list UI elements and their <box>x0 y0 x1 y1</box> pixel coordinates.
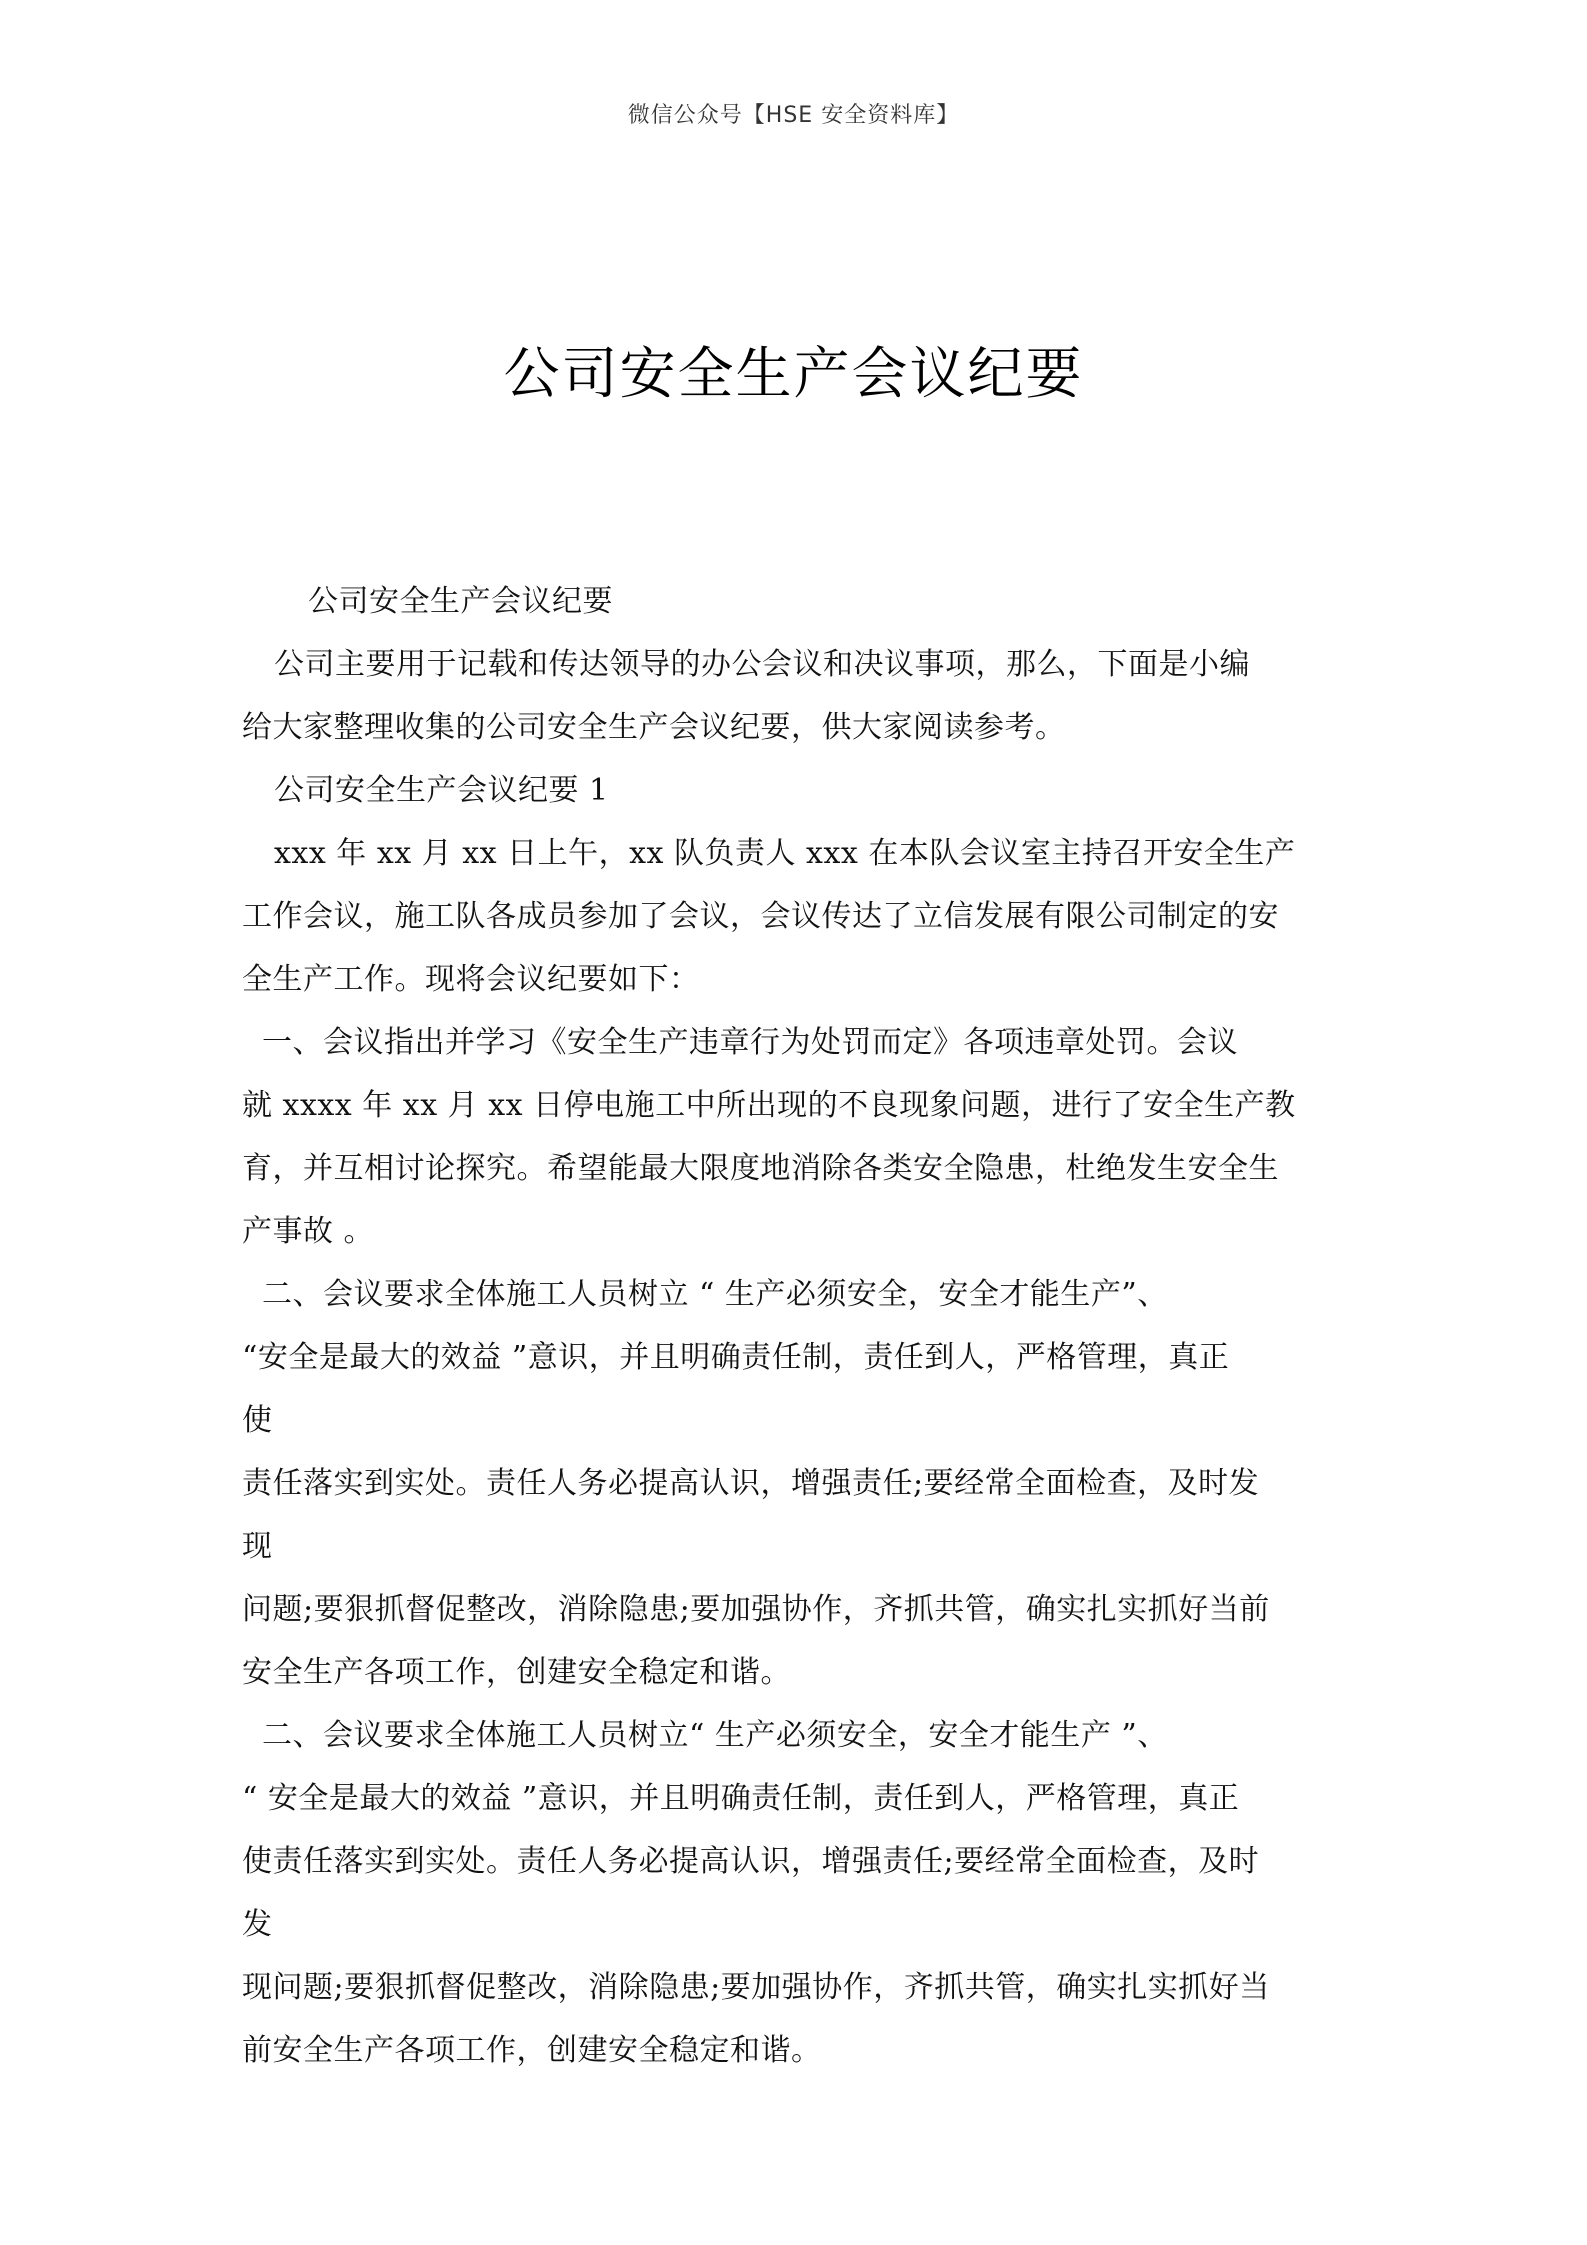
body-line: 二、会议要求全体施工人员树立 “ 生产必须安全，安全才能生产”、 <box>262 1277 1168 1312</box>
document-title: 公司安全生产会议纪要 <box>503 342 1084 407</box>
document-body <box>242 570 1352 2082</box>
header-note: 微信公众号【HSE 安全资料库】 <box>627 103 960 128</box>
body-line: 二、会议要求全体施工人员树立“ 生产必须安全，安全才能生产 ”、 <box>262 1718 1168 1753</box>
body-line: 就 xxxx 年 xx 月 xx 日停电施工中所出现的不良现象问题，进行了安全生产教 <box>242 1088 1296 1123</box>
body-line: 公司安全生产会议纪要 <box>308 584 613 619</box>
body-line: 安全生产各项工作，创建安全稳定和谐。 <box>242 1655 791 1690</box>
body-line: 现 <box>242 1529 273 1564</box>
body-line: xxx 年 xx 月 xx 日上午，xx 队负责人 xxx 在本队会议室主持召开安全生产 <box>274 836 1296 871</box>
body-line: 问题;要狠抓督促整改，消除隐患;要加强协作，齐抓共管，确实扎实抓好当前 <box>242 1592 1270 1627</box>
body-line: 使 <box>242 1403 273 1438</box>
body-line: 前安全生产各项工作，创建安全稳定和谐。 <box>242 2033 822 2068</box>
body-line: 工作会议，施工队各成员参加了会议，会议传达了立信发展有限公司制定的安 <box>242 899 1279 934</box>
body-line: 全生产工作。现将会议纪要如下： <box>242 962 700 997</box>
body-line: “安全是最大的效益 ”意识，并且明确责任制，责任到人，严格管理，真正 <box>242 1340 1230 1375</box>
body-line: 使责任落实到实处。责任人务必提高认识，增强责任;要经常全面检查，及时 <box>242 1844 1260 1879</box>
body-line: 给大家整理收集的公司安全生产会议纪要，供大家阅读参考。 <box>242 710 1066 745</box>
body-line: 发 <box>242 1907 273 1942</box>
body-line: 一、会议指出并学习《安全生产违章行为处罚而定》各项违章处罚。会议 <box>262 1025 1238 1060</box>
body-line: 公司安全生产会议纪要 1 <box>274 773 609 808</box>
body-line: 公司主要用于记载和传达领导的办公会议和决议事项，那么，下面是小编 <box>274 647 1250 682</box>
body-line: 现问题;要狠抓督促整改，消除隐患;要加强协作，齐抓共管，确实扎实抓好当 <box>242 1970 1270 2005</box>
body-line: 责任落实到实处。责任人务必提高认识，增强责任;要经常全面检查，及时发 <box>242 1466 1260 1501</box>
body-line: “ 安全是最大的效益 ”意识，并且明确责任制，责任到人，严格管理，真正 <box>242 1781 1240 1816</box>
body-line: 产事故 。 <box>242 1214 375 1249</box>
body-line: 育，并互相讨论探究。希望能最大限度地消除各类安全隐患，杜绝发生安全生 <box>242 1151 1279 1186</box>
